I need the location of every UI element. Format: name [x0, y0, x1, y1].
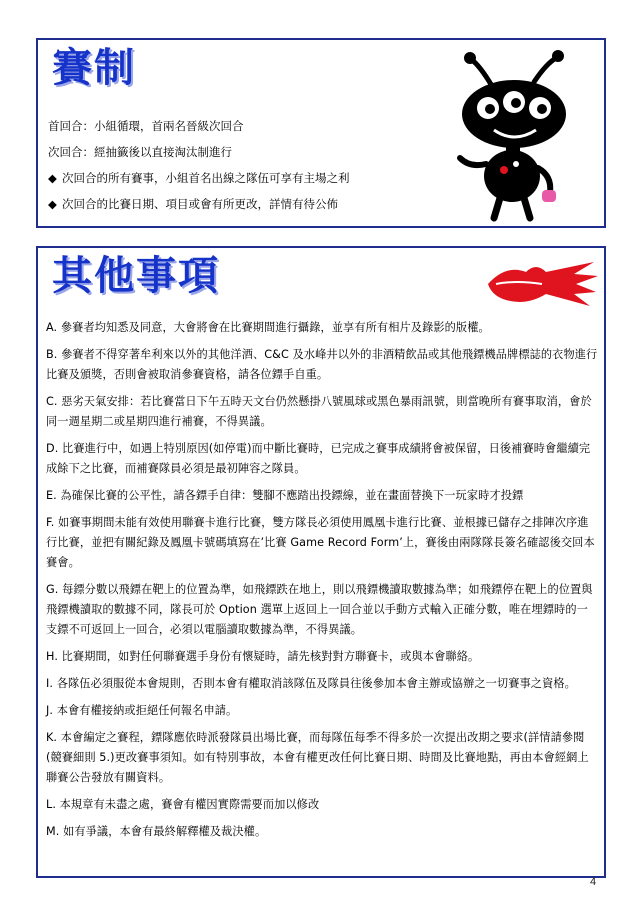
list-item: C. 惡劣天氣安排：若比賽當日下午五時天文台仍然懸掛八號風球或黑色暴雨訊號，則當晚所有賽事取消，會於同一週星期二或星期四進行補賽，不得異議。: [46, 395, 592, 428]
flaming-lips-icon: [482, 254, 598, 312]
list-item: B. 參賽者不得穿著牟利來以外的其他洋酒、C&C 及水峰井以外的非酒精飲品或其他飛鏢機品牌標誌的衣物進行比賽及頒獎，否則會被取消參賽資格，請各位鏢手自重。: [46, 348, 598, 381]
other-matters-section: [36, 246, 606, 878]
format-line: ◆ 次回合的比賽日期、項目或會有所更改，詳情有待公佈: [48, 191, 428, 217]
other-matters-list: [46, 318, 598, 849]
format-section: [36, 38, 606, 228]
other-matters-title: 其他事項: [52, 253, 220, 299]
format-line: 首回合：小組循環，首兩名晉級次回合: [48, 119, 244, 133]
list-item: M. 如有爭議，本會有最終解釋權及裁決權。: [46, 825, 267, 838]
list-item: H. 比賽期間，如對任何聯賽選手身份有懷疑時，請先核對對方聯賽卡，或與本會聯絡。: [46, 650, 480, 663]
page-number: 4: [590, 876, 597, 888]
list-item: J. 本會有權接納或拒絕任何報名申請。: [46, 704, 238, 717]
list-item: K. 本會編定之賽程，鏢隊應依時派發隊員出場比賽，而每隊伍每季不得多於一次提出改期之要求(詳情請參閱(競賽細則 5.)更改賽事須知。如有特別事故，本會有權更改任何比賽日期、時間及比賽地點，再由本會經網上聯賽公告發放有關資料。: [46, 731, 589, 784]
format-line: 次回合：經抽籤後以直接淘汰制進行: [48, 145, 232, 159]
list-item: L. 本規章有未盡之處，賽會有權因實際需要而加以修改: [46, 798, 320, 811]
list-item: G. 每鏢分數以飛鏢在靶上的位置為準，如飛鏢跌在地上，則以飛鏢機讀取數據為準；如飛鏢停在靶上的位置與飛鏢機讀取的數據不同，隊長可於 Option 選單上返回上一回合並以手動方式輸入正確分數，唯在埋鏢時的一支鏢不可返回上一回合，必須以電腦讀取數據為準，不得異議。: [46, 583, 593, 636]
list-item: A. 參賽者均知悉及同意，大會將會在比賽期間進行攝錄，並享有所有相片及錄影的版權。: [46, 321, 490, 334]
list-item: F. 如賽事期間未能有效使用聯賽卡進行比賽，雙方隊長必須使用鳳凰卡進行比賽、並根據已儲存之排陣次序進行比賽，並把有關紀錄及鳳凰卡號碼填寫在’比賽 Game Record Form’上，賽後由兩隊隊長簽名確認後交回本賽會。: [46, 516, 595, 569]
robot-mascot-icon: [442, 46, 592, 224]
diamond-bullet-icon: ◆: [48, 197, 57, 211]
list-item: I. 各隊伍必須服從本會規則，否則本會有權取消該隊伍及隊員往後參加本會主辦或協辦之一切賽事之資格。: [46, 677, 576, 690]
list-item: D. 比賽進行中，如遇上特別原因(如停電)而中斷比賽時，已完成之賽事成績將會被保留，日後補賽時會繼續完成餘下之比賽，而補賽隊員必須是最初陣容之隊員。: [46, 442, 591, 475]
format-lines: [48, 113, 428, 217]
format-title: 賽制: [52, 45, 136, 91]
diamond-bullet-icon: ◆: [48, 171, 57, 185]
format-line: ◆ 次回合的所有賽事，小組首名出線之隊伍可享有主場之利: [48, 165, 428, 191]
list-item: E. 為確保比賽的公平性，請各鏢手自律：雙腳不應踏出投鏢線，並在畫面替換下一玩家時才投鏢: [46, 489, 524, 502]
